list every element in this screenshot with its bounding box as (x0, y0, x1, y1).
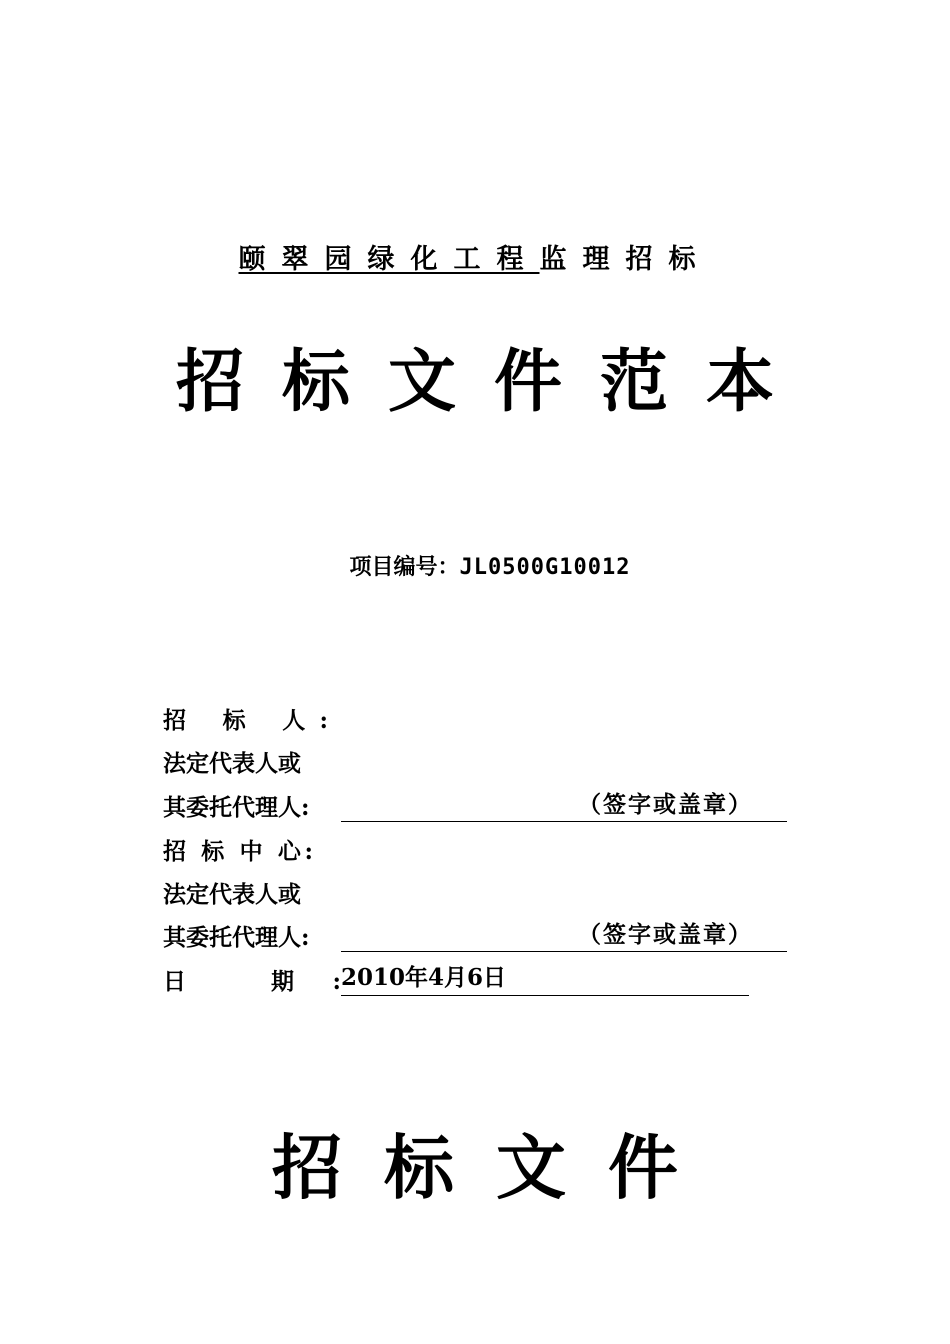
project-number-value: JL0500G10012 (459, 555, 631, 580)
center-label: 招 标 中 心: (163, 838, 313, 865)
date-line (341, 960, 749, 996)
agent-label-a: 其委托代理人: (163, 794, 310, 821)
center-row (163, 834, 313, 870)
project-title-suffix: 监理招标 (539, 244, 712, 275)
bottom-title: 招标文件 (272, 1126, 720, 1209)
tenderer-label: 招 标 人: (163, 707, 328, 734)
project-name: 颐翠园绿化工程 (238, 244, 540, 275)
tenderer-row (163, 703, 328, 739)
agent-label-b: 其委托代理人: (163, 924, 310, 951)
signature-note-b: （签字或盖章） (578, 921, 753, 948)
agent-row-a (163, 790, 310, 826)
legal-rep-label-b: 法定代表人或 (163, 881, 301, 908)
legal-rep-label-a: 法定代表人或 (163, 750, 301, 777)
signature-line-b (341, 916, 787, 952)
date-label: 日 期: (163, 968, 341, 995)
project-number (0, 551, 950, 584)
document-title: 招标文件范本 (175, 342, 812, 422)
project-title (0, 240, 950, 280)
legal-rep-row-a (163, 746, 301, 782)
project-number-label: 项目编号： (349, 554, 460, 580)
date-row (163, 964, 341, 1000)
signature-note-a: （签字或盖章） (578, 791, 753, 818)
date-value: 2010年4月6日 (341, 964, 507, 991)
agent-row-b (163, 920, 310, 956)
signature-line-a (341, 786, 787, 822)
legal-rep-row-b (163, 877, 301, 913)
